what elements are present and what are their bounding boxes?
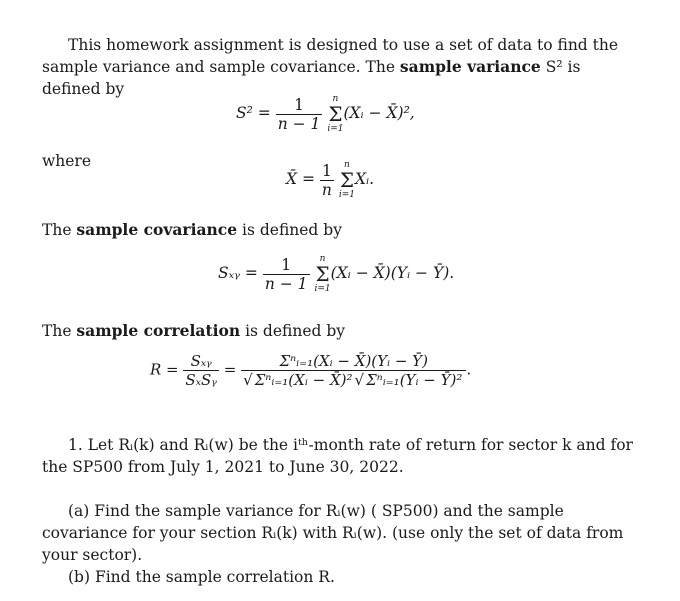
cov-bold: sample covariance	[76, 220, 238, 239]
variance-frac-den: n − 1	[277, 114, 321, 133]
variance-frac-num: 1	[276, 96, 323, 115]
variance-fraction	[276, 96, 323, 133]
corr-fraction-2	[241, 352, 466, 389]
correlation-equation	[150, 352, 471, 389]
correlation-definition	[42, 320, 345, 342]
mean-frac-den: n	[321, 180, 332, 199]
variance-term: (Xᵢ − X̄)²,	[343, 104, 415, 122]
corr-lhs: R =	[150, 360, 179, 379]
mean-lhs: X̄ =	[286, 170, 315, 188]
corr-bold: sample correlation	[76, 321, 241, 340]
cov-sum	[314, 254, 330, 294]
intro-text-2: S² is defined by	[42, 58, 581, 98]
mean-frac-num: 1	[320, 162, 334, 181]
sigma-symbol: Σ	[315, 262, 330, 286]
corr-frac2-den: √ Σⁿᵢ₌₁(Xᵢ − X̄)² √ Σⁿᵢ₌₁(Yᵢ − Ȳ)²	[243, 371, 463, 389]
variance-lhs: S² =	[236, 104, 271, 122]
sigma-symbol: Σ	[328, 102, 343, 126]
question-a: (a) Find the sample variance for Rᵢ(w) ( SP500) and the sample covariance for your section Rᵢ(k) with Rᵢ(w). (use only the set of data from your sector).	[42, 502, 624, 564]
corr-frac2-den-a: Σⁿᵢ₌₁(Xᵢ − X̄)²	[254, 371, 353, 389]
variance-sum-bot: i=1	[327, 124, 344, 134]
question-1: 1. Let Rᵢ(k) and Rᵢ(w) be the iᵗʰ-month rate of return for sector k and for the SP500 from July 1, 2021 to June 30, 2022.	[42, 436, 633, 476]
corr-fraction-1	[183, 352, 219, 389]
corr-frac1-den: SₓSᵧ	[185, 371, 217, 389]
cov-fraction	[263, 256, 310, 293]
corr-frac1-num: Sₓᵧ	[183, 352, 219, 371]
corr-end: .	[466, 360, 472, 379]
corr-text-2: is defined by	[240, 322, 346, 340]
cov-frac-den: n − 1	[264, 274, 308, 293]
cov-text-1: The	[42, 221, 77, 239]
cov-term: (Xᵢ − X̄)(Yᵢ − Ȳ).	[330, 264, 455, 282]
cov-sum-top: n	[319, 254, 326, 264]
covariance-equation	[218, 254, 454, 294]
variance-sum-top: n	[332, 94, 339, 104]
covariance-definition	[42, 219, 342, 241]
cov-lhs: Sₓᵧ =	[218, 264, 258, 282]
mean-sum-bot: i=1	[338, 190, 355, 200]
corr-frac2-den-b: Σⁿᵢ₌₁(Yᵢ − Ȳ)²	[366, 371, 463, 389]
mean-sum-top: n	[343, 160, 350, 170]
corr-frac2-num: Σⁿᵢ₌₁(Xᵢ − X̄)(Yᵢ − Ȳ)	[241, 352, 466, 371]
corr-text-1: The	[42, 322, 77, 340]
cov-sum-bot: i=1	[314, 284, 331, 294]
intro-paragraph	[42, 34, 638, 100]
mean-term: Xᵢ.	[354, 170, 375, 188]
mean-sum	[339, 160, 355, 200]
intro-text-1: This homework assignment is designed to use a set of data to find the sample variance and sample covariance. The	[42, 36, 619, 76]
cov-text-2: is defined by	[237, 221, 342, 239]
corr-equals: =	[223, 360, 237, 379]
variance-equation	[236, 94, 415, 134]
mean-fraction	[320, 162, 334, 199]
intro-bold-variance: sample variance	[399, 57, 541, 76]
variance-sum	[327, 94, 343, 134]
where-label: where	[42, 152, 92, 170]
question-b: (b) Find the sample correlation R.	[68, 568, 335, 586]
cov-frac-num: 1	[263, 256, 310, 275]
mean-equation	[286, 160, 374, 200]
sigma-symbol: Σ	[339, 168, 354, 192]
